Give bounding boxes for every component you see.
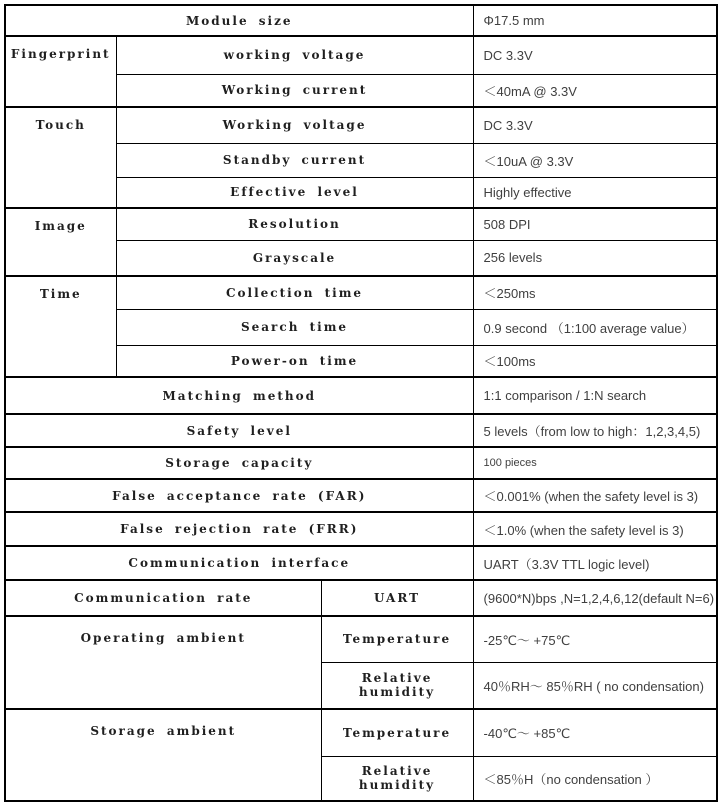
image-resolution-value: 508 DPI	[473, 208, 717, 240]
storage-capacity-value: 100 pieces	[473, 447, 717, 479]
operating-temperature-value: -25℃～ +75℃	[473, 616, 717, 662]
communication-rate-value: (9600*N)bps ,N=1,2,4,6,12(default N=6)	[473, 580, 717, 616]
communication-rate-label: Communication rate	[5, 580, 321, 616]
storage-humidity-value: ＜85％H（no condensation ）	[473, 756, 717, 801]
touch-working-voltage-label: Working voltage	[116, 107, 473, 143]
row-module-size	[5, 5, 717, 36]
row-touch-working-voltage	[5, 107, 717, 143]
communication-rate-uart-label: UART	[321, 580, 473, 616]
operating-humidity-value: 40％RH～ 85％RH ( no condensation)	[473, 662, 717, 709]
fp-working-voltage-value: DC 3.3V	[473, 36, 717, 74]
storage-temperature-label: Temperature	[321, 709, 473, 756]
spec-table	[4, 4, 718, 802]
time-collection-label: Collection time	[116, 276, 473, 309]
module-size-label: Module size	[5, 5, 473, 36]
row-storage-temperature	[5, 709, 717, 756]
time-power-on-label: Power-on time	[116, 345, 473, 377]
image-grayscale-label: Grayscale	[116, 240, 473, 276]
group-time: Time	[5, 276, 116, 377]
touch-standby-current-label: Standby current	[116, 143, 473, 177]
group-operating-ambient: Operating ambient	[5, 616, 321, 709]
row-matching-method	[5, 377, 717, 414]
matching-method-value: 1:1 comparison / 1:N search	[473, 377, 717, 414]
group-fingerprint: Fingerprint	[5, 36, 116, 107]
group-image: Image	[5, 208, 116, 276]
image-grayscale-value: 256 levels	[473, 240, 717, 276]
frr-label: False rejection rate (FRR)	[5, 512, 473, 546]
row-storage-capacity	[5, 447, 717, 479]
group-touch: Touch	[5, 107, 116, 208]
operating-temperature-label: Temperature	[321, 616, 473, 662]
matching-method-label: Matching method	[5, 377, 473, 414]
touch-effective-level-value: Highly effective	[473, 177, 717, 208]
far-label: False acceptance rate (FAR)	[5, 479, 473, 512]
fp-working-current-value: ＜40mA @ 3.3V	[473, 74, 717, 107]
module-size-value: Φ17.5 mm	[473, 5, 717, 36]
storage-capacity-label: Storage capacity	[5, 447, 473, 479]
fp-working-current-label: Working current	[116, 74, 473, 107]
communication-interface-label: Communication interface	[5, 546, 473, 580]
touch-effective-level-label: Effective level	[116, 177, 473, 208]
storage-temperature-value: -40℃～ +85℃	[473, 709, 717, 756]
time-collection-value: ＜250ms	[473, 276, 717, 309]
row-time-collection	[5, 276, 717, 309]
image-resolution-label: Resolution	[116, 208, 473, 240]
fp-working-voltage-label: working voltage	[116, 36, 473, 74]
communication-interface-value: UART（3.3V TTL logic level)	[473, 546, 717, 580]
touch-standby-current-value: ＜10uA @ 3.3V	[473, 143, 717, 177]
frr-value: ＜1.0% (when the safety level is 3)	[473, 512, 717, 546]
row-fp-working-voltage	[5, 36, 717, 74]
group-storage-ambient: Storage ambient	[5, 709, 321, 801]
storage-humidity-label: Relative humidity	[321, 756, 473, 801]
row-operating-temperature	[5, 616, 717, 662]
row-image-resolution	[5, 208, 717, 240]
row-communication-rate	[5, 580, 717, 616]
far-value: ＜0.001% (when the safety level is 3)	[473, 479, 717, 512]
row-far	[5, 479, 717, 512]
row-frr	[5, 512, 717, 546]
safety-level-label: Safety level	[5, 414, 473, 447]
time-search-value: 0.9 second （1:100 average value）	[473, 309, 717, 345]
time-search-label: Search time	[116, 309, 473, 345]
row-communication-interface	[5, 546, 717, 580]
row-safety-level	[5, 414, 717, 447]
time-power-on-value: ＜100ms	[473, 345, 717, 377]
touch-working-voltage-value: DC 3.3V	[473, 107, 717, 143]
safety-level-value: 5 levels（from low to high：1,2,3,4,5)	[473, 414, 717, 447]
operating-humidity-label: Relative humidity	[321, 662, 473, 709]
